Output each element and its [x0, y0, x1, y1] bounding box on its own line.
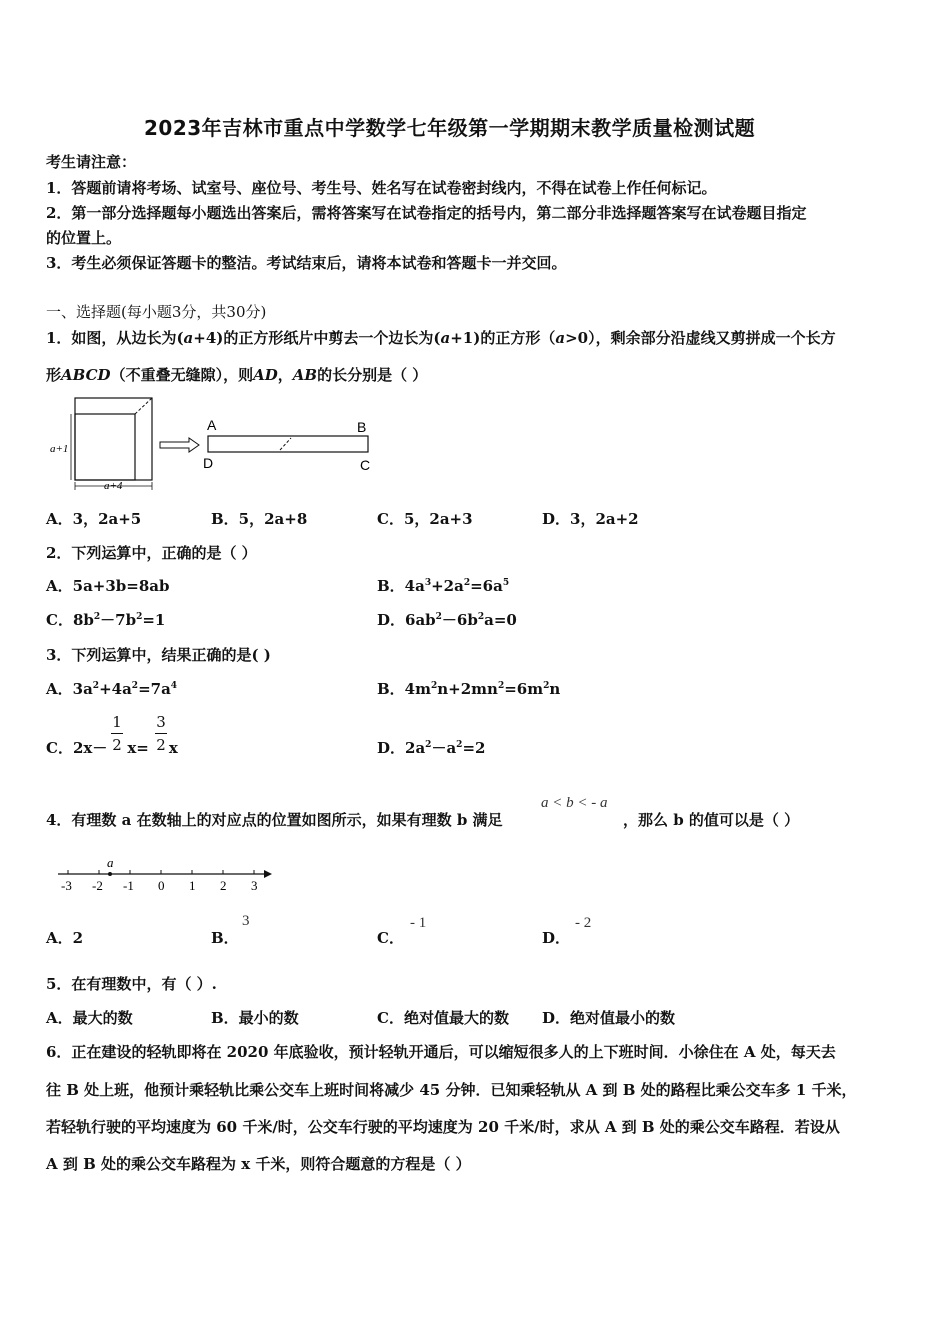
q1-option-d[interactable]: D．3，2a+2: [542, 510, 639, 528]
q2-d-text: D．6ab: [377, 611, 436, 629]
q6-line-4: A 到 B 处的乘公交车路程为 x 千米，则符合题意的方程是（ ）: [46, 1155, 471, 1173]
q3-d-text: =2: [462, 739, 486, 757]
q3-b-sup: 2: [497, 681, 505, 691]
q3-a-sup: 4: [170, 681, 178, 691]
q1-var: a: [183, 329, 194, 347]
q5-option-a[interactable]: A．最大的数: [46, 1009, 133, 1027]
q4-option-b-value: 3: [242, 913, 250, 929]
q2-b-text: +2a: [431, 577, 464, 595]
q6-line-1: 6．正在建设的轻轨即将在 2020 年底验收，预计轻轨开通后，可以缩短很多人的上下班时间．小徐住在 A 处，每天去: [46, 1043, 836, 1061]
q3-c-denominator-2: 2: [156, 736, 166, 754]
q4-option-d[interactable]: D．: [542, 929, 571, 947]
label-d: D: [203, 455, 214, 471]
number-line: [54, 852, 279, 898]
page-title: 2023年吉林市重点中学数学七年级第一学期期末教学质量检测试题: [144, 116, 756, 140]
q4-option-b[interactable]: B．: [211, 929, 239, 947]
q1-text: （不重叠无缝隙），则: [110, 366, 254, 384]
q4-option-c[interactable]: C．: [377, 929, 404, 947]
q1-var: ABCD: [61, 366, 111, 384]
q2-b-sup: 3: [424, 578, 432, 588]
q1-var: a: [440, 329, 451, 347]
q4-option-d-value: - 2: [575, 915, 592, 931]
q3-a-sup: 2: [92, 681, 100, 691]
q6-line-3: 若轻轨行驶的平均速度为 60 千米/时，公交车行驶的平均速度为 20 千米/时，求从 A 到 B 处的乘公交车路程．若设从: [46, 1118, 840, 1136]
notice-item-3: 3．考生必须保证答题卡的整洁。考试结束后，请将本试卷和答题卡一并交回。: [46, 254, 567, 272]
tick-label: -1: [123, 878, 134, 893]
arrow-right-icon: [264, 870, 272, 878]
notice-item-2: 2．第一部分选择题每小题选出答案后，需将答案写在试卷指定的括号内，第二部分非选择题答案写在试卷题目指定: [46, 204, 807, 222]
q2-b-sup: 5: [502, 578, 510, 588]
tick-label: 3: [251, 878, 258, 893]
q3-b-text: =6m: [504, 680, 544, 698]
section-heading: 一、选择题(每小题3分，共30分): [46, 303, 267, 321]
q3-d-sup: 2: [456, 740, 463, 750]
label-b: B: [357, 419, 367, 435]
q2-b-text: =6a: [470, 577, 503, 595]
q1-text: 的长分别是（ ）: [317, 366, 428, 384]
q3-a-sup: 2: [131, 681, 139, 691]
q3-c-numerator-2: 3: [156, 713, 166, 731]
q3-option-d[interactable]: [377, 737, 485, 758]
q2-b-sup: 2: [463, 578, 471, 588]
notice-item-2-cont: 的位置上。: [46, 229, 122, 247]
q2-c-sup: 2: [93, 612, 101, 622]
q1-text: 1．如图，从边长为(: [46, 329, 184, 347]
q2-c-text: C．8b: [46, 611, 94, 629]
q3-b-text: n: [549, 680, 561, 698]
q4-stem-part2: ，那么 b 的值可以是（ ）: [623, 811, 800, 829]
q1-stem-line1: [46, 327, 836, 348]
q5-option-d[interactable]: D．绝对值最小的数: [542, 1009, 676, 1027]
q4-condition: a < b < - a: [541, 795, 608, 811]
q3-d-text: D．2a: [377, 739, 426, 757]
notice-heading: 考生请注意：: [46, 153, 137, 171]
q2-c-text: =1: [142, 611, 166, 629]
q3-d-text: －a: [431, 739, 457, 757]
q1-var: AD: [253, 366, 278, 384]
q2-c-text: －7b: [100, 611, 137, 629]
q2-d-sup: 2: [477, 612, 485, 622]
q3-a-text: A．3a: [46, 680, 93, 698]
q1-option-c[interactable]: C．5，2a+3: [377, 510, 473, 528]
rectangle-abcd: [208, 436, 368, 452]
q2-option-d[interactable]: [377, 609, 517, 630]
q1-option-a[interactable]: A．3，2a+5: [46, 510, 142, 528]
inner-square: [75, 414, 135, 480]
q1-text: ，: [277, 366, 293, 384]
label-a: A: [207, 417, 217, 433]
q3-c-fraction-bar-1: [111, 733, 123, 734]
q3-option-a[interactable]: [46, 678, 177, 699]
left-dim-label: a+1: [50, 443, 69, 455]
q5-option-b[interactable]: B．最小的数: [211, 1009, 299, 1027]
q3-b-sup: 2: [543, 681, 550, 691]
q5-option-c[interactable]: C．绝对值最大的数: [377, 1009, 509, 1027]
q2-b-text: B．4a: [377, 577, 425, 595]
q4-stem-part1: 4．有理数 a 在数轴上的对应点的位置如图所示，如果有理数 b 满足: [46, 811, 503, 829]
point-a-label: a: [107, 855, 114, 870]
q1-option-b[interactable]: B．5，2a+8: [211, 510, 308, 528]
q2-option-a[interactable]: A．5a+3b=8ab: [46, 577, 170, 595]
q4-option-a[interactable]: A．2: [46, 929, 84, 947]
q1-figure: [46, 392, 386, 494]
notice-item-1: 1．答题前请将考场、试室号、座位号、考生号、姓名写在试卷密封线内，不得在试卷上作任何标记。: [46, 179, 717, 197]
q3-c-denominator-1: 2: [112, 736, 122, 754]
q3-a-text: =7a: [138, 680, 171, 698]
tick-label: -2: [92, 878, 103, 893]
q3-option-b[interactable]: [377, 678, 560, 699]
tick-label: 1: [189, 878, 196, 893]
q3-c-text: x=: [127, 739, 149, 757]
tick-label: 0: [158, 878, 165, 893]
q2-stem: 2．下列运算中，正确的是（ ）: [46, 544, 257, 562]
arrow-icon: [160, 438, 199, 452]
label-c: C: [360, 457, 371, 473]
point-a: [108, 872, 112, 876]
q3-c-fraction-bar-2: [155, 733, 167, 734]
q3-b-text: n+2mn: [437, 680, 498, 698]
q2-option-c[interactable]: [46, 609, 165, 630]
q1-var: a: [555, 329, 566, 347]
q3-c-text: C．2x－: [46, 739, 108, 757]
q5-stem: 5．在有理数中，有（ ）.: [46, 975, 217, 993]
q3-a-text: +4a: [99, 680, 132, 698]
q1-text: >0），剩余部分沿虚线又剪拼成一个长方: [565, 329, 836, 347]
q2-option-b[interactable]: [377, 575, 509, 596]
q1-var: AB: [292, 366, 318, 384]
tick-label: 2: [220, 878, 227, 893]
q3-b-text: B．4m: [377, 680, 431, 698]
q1-stem-line2: [46, 364, 427, 385]
q2-d-text: a=0: [484, 611, 517, 629]
q2-c-sup: 2: [136, 612, 143, 622]
dashed-cut-line: [135, 398, 152, 414]
bottom-dim-label: a+4: [104, 480, 123, 492]
rectangle-dashed-line: [280, 438, 291, 450]
q3-d-sup: 2: [425, 740, 432, 750]
tick-label: -3: [61, 878, 72, 893]
q4-option-c-value: - 1: [410, 915, 427, 931]
outer-square: [75, 398, 152, 480]
q3-stem: 3．下列运算中，结果正确的是( ): [46, 646, 271, 664]
q1-text: 形: [46, 366, 62, 384]
q3-c-numerator-1: 1: [112, 713, 122, 731]
q2-d-sup: 2: [435, 612, 442, 622]
q2-d-text: －6b: [441, 611, 478, 629]
q3-b-sup: 2: [431, 681, 438, 691]
q1-text: +1)的正方形（: [450, 329, 556, 347]
q1-text: +4)的正方形纸片中剪去一个边长为(: [193, 329, 441, 347]
q3-c-text: x: [168, 739, 178, 757]
q6-line-2: 往 B 处上班，他预计乘轻轨比乘公交车上班时间将减少 45 分钟．已知乘轻轨从 A 到 B 处的路程比乘公交车多 1 千米，: [46, 1081, 857, 1099]
